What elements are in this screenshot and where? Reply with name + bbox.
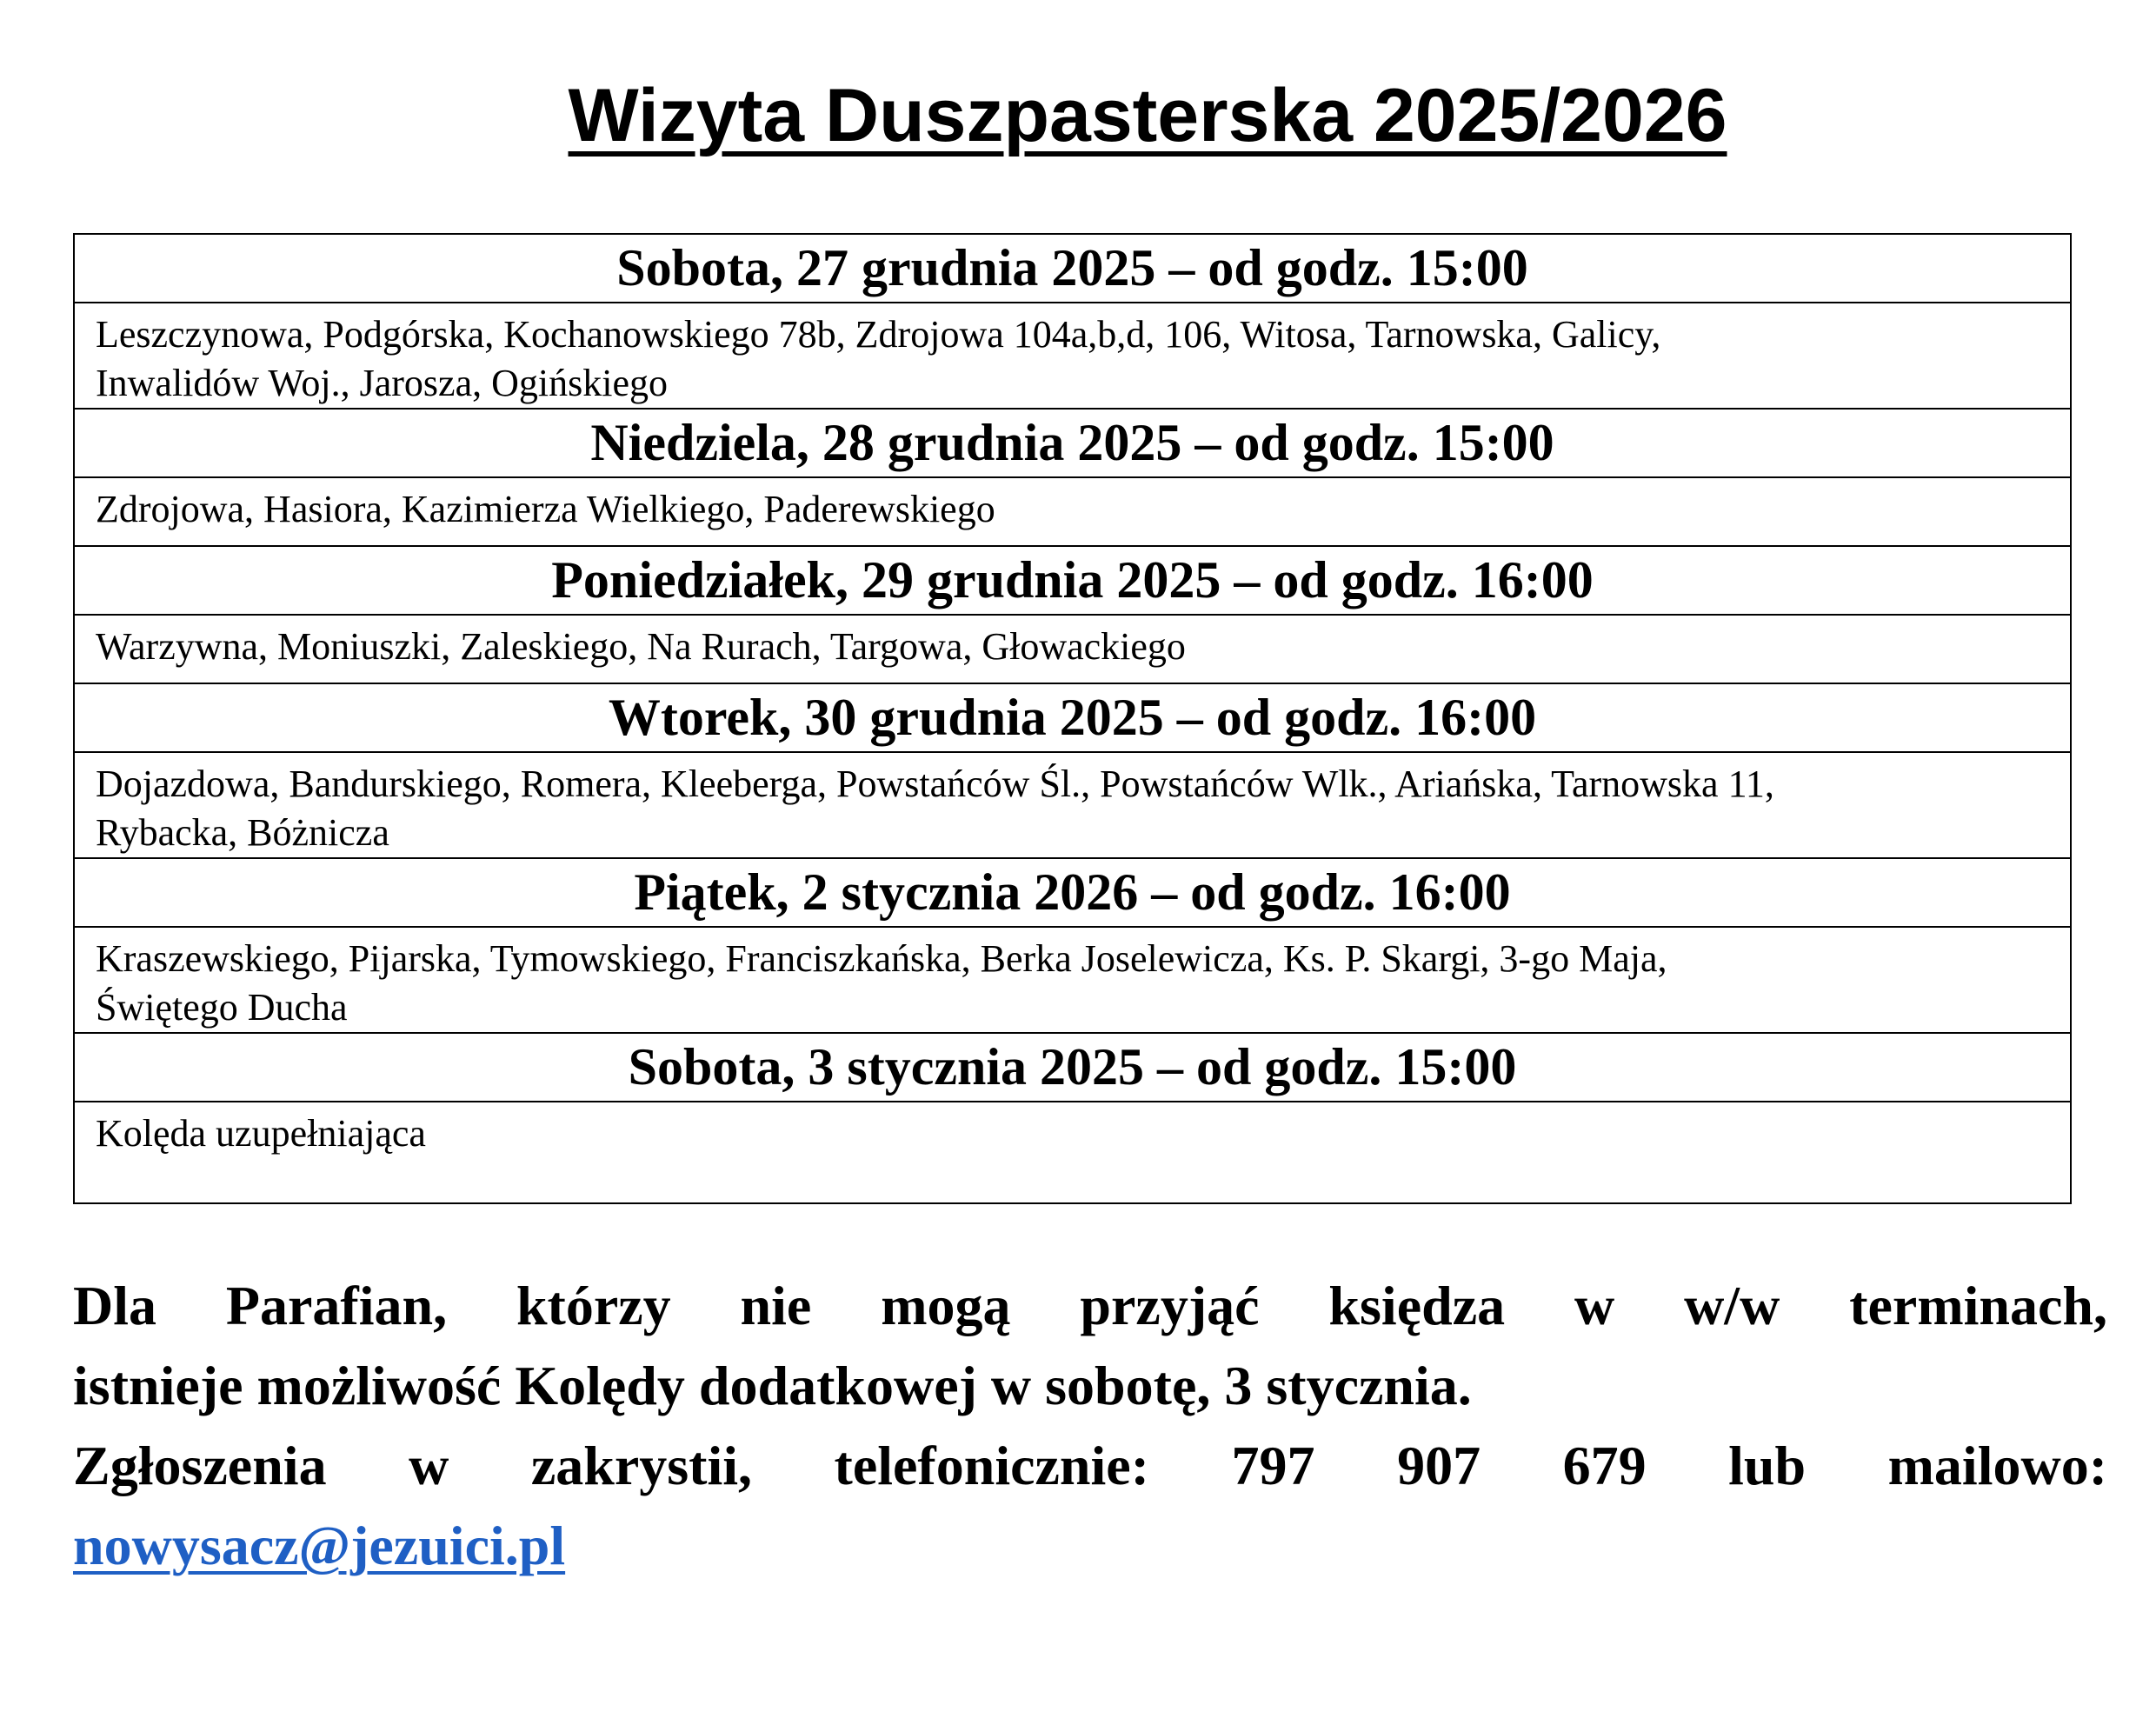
- day-header-mon-29: Poniedziałek, 29 grudnia 2025 – od godz. 16:00: [74, 546, 2071, 615]
- email-link[interactable]: nowysacz@jezuici.pl: [73, 1515, 566, 1576]
- day-header-tue-30: Wtorek, 30 grudnia 2025 – od godz. 16:00: [74, 683, 2071, 752]
- table-row: [74, 477, 2071, 546]
- streets-cell-fri-2: [74, 927, 2071, 1033]
- email-paragraph: [73, 1506, 2107, 1586]
- table-row: [74, 752, 2071, 858]
- notice-line: Zgłoszenia w zakrystii, telefonicznie: 797 907 679 lub mailowo:: [73, 1435, 2107, 1496]
- streets-cell-sat-3: [74, 1102, 2071, 1203]
- streets-cell-sun-28: [74, 477, 2071, 546]
- streets-cell-tue-30: [74, 752, 2071, 858]
- table-row: [74, 858, 2071, 927]
- streets-line: Kolęda uzupełniająca: [96, 1112, 426, 1155]
- streets-line: Dojazdowa, Bandurskiego, Romera, Kleeberga, Powstańców Śl., Powstańców Wlk., Ariańska, Tarnowska 11,: [96, 763, 1774, 805]
- table-row: [74, 234, 2071, 303]
- table-row: [74, 683, 2071, 752]
- table-row: [74, 546, 2071, 615]
- streets-line: Zdrojowa, Hasiora, Kazimierza Wielkiego, Paderewskiego: [96, 488, 995, 530]
- page-title: [0, 68, 2156, 163]
- schedule-table: [73, 233, 2072, 1204]
- streets-line: Rybacka, Bóżnicza: [96, 811, 389, 854]
- table-row: [74, 409, 2071, 477]
- page-title-text: Wizyta Duszpasterska 2025/2026: [568, 74, 1727, 157]
- table-row: [74, 1033, 2071, 1102]
- day-header-sat-27: Sobota, 27 grudnia 2025 – od godz. 15:00: [74, 234, 2071, 303]
- table-row: [74, 615, 2071, 683]
- streets-line: Inwalidów Woj., Jarosza, Ogińskiego: [96, 362, 668, 404]
- table-row: [74, 1102, 2071, 1203]
- day-header-sun-28: Niedziela, 28 grudnia 2025 – od godz. 15:00: [74, 409, 2071, 477]
- streets-line: Świętego Ducha: [96, 986, 348, 1029]
- streets-line: Kraszewskiego, Pijarska, Tymowskiego, Franciszkańska, Berka Joselewicza, Ks. P. Skargi, 3-go Maja,: [96, 937, 1667, 980]
- streets-cell-mon-29: [74, 615, 2071, 683]
- streets-cell-sat-27: [74, 303, 2071, 409]
- table-row: [74, 927, 2071, 1033]
- day-header-sat-3: Sobota, 3 stycznia 2025 – od godz. 15:00: [74, 1033, 2071, 1102]
- notice-line: Dla Parafian, którzy nie mogą przyjąć księdza w w/w terminach,: [73, 1275, 2107, 1336]
- table-row: [74, 303, 2071, 409]
- streets-line: Leszczynowa, Podgórska, Kochanowskiego 78b, Zdrojowa 104a,b,d, 106, Witosa, Tarnowska, Galicy,: [96, 313, 1661, 356]
- notice-block: [73, 1266, 2107, 1586]
- day-header-fri-2: Piątek, 2 stycznia 2026 – od godz. 16:00: [74, 858, 2071, 927]
- notice-line: istnieje możliwość Kolędy dodatkowej w sobotę, 3 stycznia.: [73, 1355, 1472, 1416]
- streets-line: Warzywna, Moniuszki, Zaleskiego, Na Rurach, Targowa, Głowackiego: [96, 625, 1186, 668]
